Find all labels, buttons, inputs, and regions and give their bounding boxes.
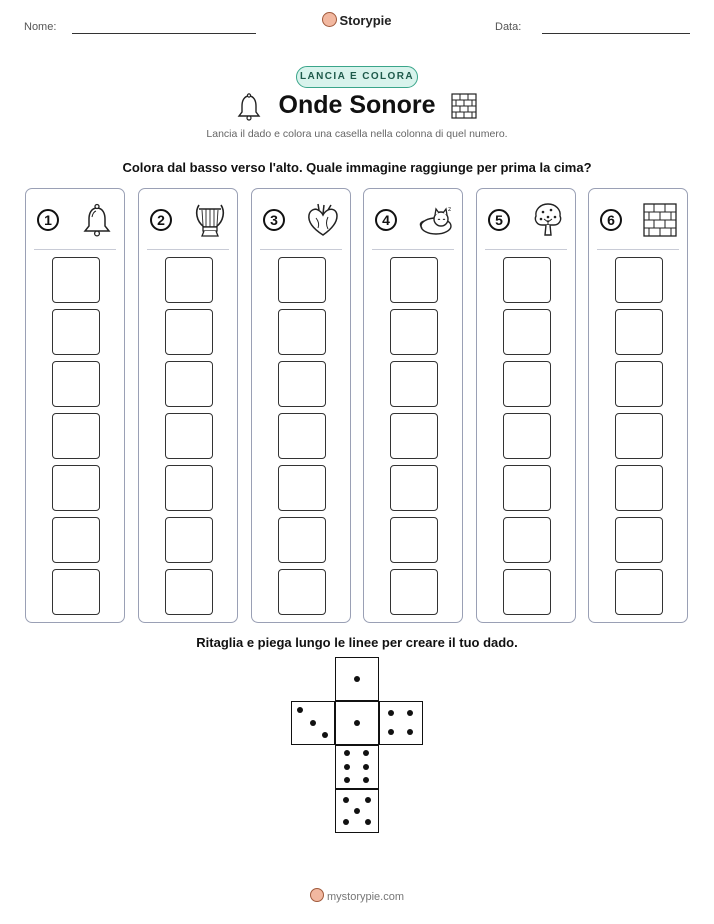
dice-pip xyxy=(354,676,360,682)
color-cell[interactable] xyxy=(503,465,551,511)
color-cell[interactable] xyxy=(615,361,663,407)
column-number: 6 xyxy=(600,209,622,231)
dice-face-1 xyxy=(335,701,379,745)
color-cell[interactable] xyxy=(390,465,438,511)
page-title: Onde Sonore xyxy=(278,91,436,119)
dice-pip xyxy=(363,764,369,770)
color-cell[interactable] xyxy=(503,413,551,459)
color-cell[interactable] xyxy=(503,309,551,355)
dice-pip xyxy=(344,777,350,783)
color-cell[interactable] xyxy=(390,257,438,303)
column-1 xyxy=(25,188,125,623)
tree-icon xyxy=(529,201,567,239)
brand-name: Storypie xyxy=(339,13,392,28)
dice-pip xyxy=(363,777,369,783)
dice-face-3 xyxy=(291,701,335,745)
color-cell[interactable] xyxy=(503,257,551,303)
color-cell[interactable] xyxy=(278,465,326,511)
color-cell[interactable] xyxy=(503,361,551,407)
color-cell[interactable] xyxy=(503,517,551,563)
color-cell[interactable] xyxy=(390,309,438,355)
dice-pip xyxy=(407,710,413,716)
dice-pip xyxy=(365,797,371,803)
color-cell[interactable] xyxy=(615,517,663,563)
dice-face-6 xyxy=(335,745,379,789)
column-number: 3 xyxy=(263,209,285,231)
dice-pip xyxy=(354,808,360,814)
column-5 xyxy=(476,188,576,623)
color-cell[interactable] xyxy=(52,517,100,563)
sleeping-cat-icon xyxy=(416,201,454,239)
name-label: Nome: xyxy=(24,21,57,33)
bell-icon xyxy=(78,201,116,239)
activity-badge: LANCIA E COLORA xyxy=(296,66,418,88)
dice-pip xyxy=(344,764,350,770)
color-cell[interactable] xyxy=(52,257,100,303)
color-cell[interactable] xyxy=(503,569,551,615)
column-header xyxy=(147,197,229,250)
heart-icon xyxy=(304,201,342,239)
board-instruction: Colora dal basso verso l'alto. Quale immagine raggiunge per prima la cima? xyxy=(122,160,592,175)
color-cell[interactable] xyxy=(390,361,438,407)
column-2 xyxy=(138,188,238,623)
dice-pip xyxy=(388,710,394,716)
dice-instruction: Ritaglia e piega lungo le linee per creare il tuo dado. xyxy=(196,635,518,650)
column-number: 1 xyxy=(37,209,59,231)
subtitle: Lancia il dado e colora una casella nella colonna di quel numero. xyxy=(206,128,508,140)
footer-url: mystorypie.com xyxy=(326,891,405,903)
color-cell[interactable] xyxy=(390,569,438,615)
brick-wall-icon xyxy=(451,93,477,119)
brick-wall-icon xyxy=(641,201,679,239)
color-cell[interactable] xyxy=(615,309,663,355)
color-cell[interactable] xyxy=(52,465,100,511)
column-3 xyxy=(251,188,351,623)
dice-pip xyxy=(407,729,413,735)
color-cell[interactable] xyxy=(52,309,100,355)
dice-pip xyxy=(388,729,394,735)
column-number: 4 xyxy=(375,209,397,231)
color-cell[interactable] xyxy=(278,413,326,459)
column-header xyxy=(372,197,454,250)
brand-logo xyxy=(0,12,714,28)
column-header xyxy=(34,197,116,250)
color-cell[interactable] xyxy=(278,309,326,355)
column-number: 5 xyxy=(488,209,510,231)
dice-pip xyxy=(365,819,371,825)
dice-pip xyxy=(363,750,369,756)
color-cell[interactable] xyxy=(278,257,326,303)
dice-pip xyxy=(322,732,328,738)
date-label: Data: xyxy=(495,21,522,33)
svg-text:z: z xyxy=(448,206,452,213)
color-cell[interactable] xyxy=(165,413,213,459)
color-cell[interactable] xyxy=(615,569,663,615)
column-6 xyxy=(588,188,688,623)
lyre-icon xyxy=(191,201,229,239)
color-cell[interactable] xyxy=(278,517,326,563)
dice-face-5 xyxy=(335,789,379,833)
dice-face-4 xyxy=(379,701,423,745)
color-cell[interactable] xyxy=(278,569,326,615)
color-cell[interactable] xyxy=(165,361,213,407)
storypie-logo-icon xyxy=(310,888,324,902)
color-cell[interactable] xyxy=(615,413,663,459)
column-4 xyxy=(363,188,463,623)
color-cell[interactable] xyxy=(165,309,213,355)
color-cell[interactable] xyxy=(390,517,438,563)
dice-pip xyxy=(344,750,350,756)
color-cell[interactable] xyxy=(52,413,100,459)
color-cell[interactable] xyxy=(52,361,100,407)
dice-face-1 xyxy=(335,657,379,701)
dice-pip xyxy=(297,707,303,713)
footer-brand xyxy=(0,888,714,903)
dice-pip xyxy=(354,720,360,726)
color-cell[interactable] xyxy=(278,361,326,407)
color-cell[interactable] xyxy=(165,257,213,303)
dice-pip xyxy=(343,819,349,825)
column-header xyxy=(260,197,342,250)
column-header xyxy=(485,197,567,250)
storypie-logo-icon xyxy=(322,12,337,27)
date-line[interactable] xyxy=(542,33,690,34)
color-cell[interactable] xyxy=(615,257,663,303)
column-header xyxy=(597,197,679,250)
color-cell[interactable] xyxy=(165,517,213,563)
color-cell[interactable] xyxy=(390,413,438,459)
color-cell[interactable] xyxy=(52,569,100,615)
color-cell[interactable] xyxy=(615,465,663,511)
dice-pip xyxy=(343,797,349,803)
color-cell[interactable] xyxy=(165,465,213,511)
color-cell[interactable] xyxy=(165,569,213,615)
name-line[interactable] xyxy=(72,33,256,34)
dice-pip xyxy=(310,720,316,726)
column-number: 2 xyxy=(150,209,172,231)
